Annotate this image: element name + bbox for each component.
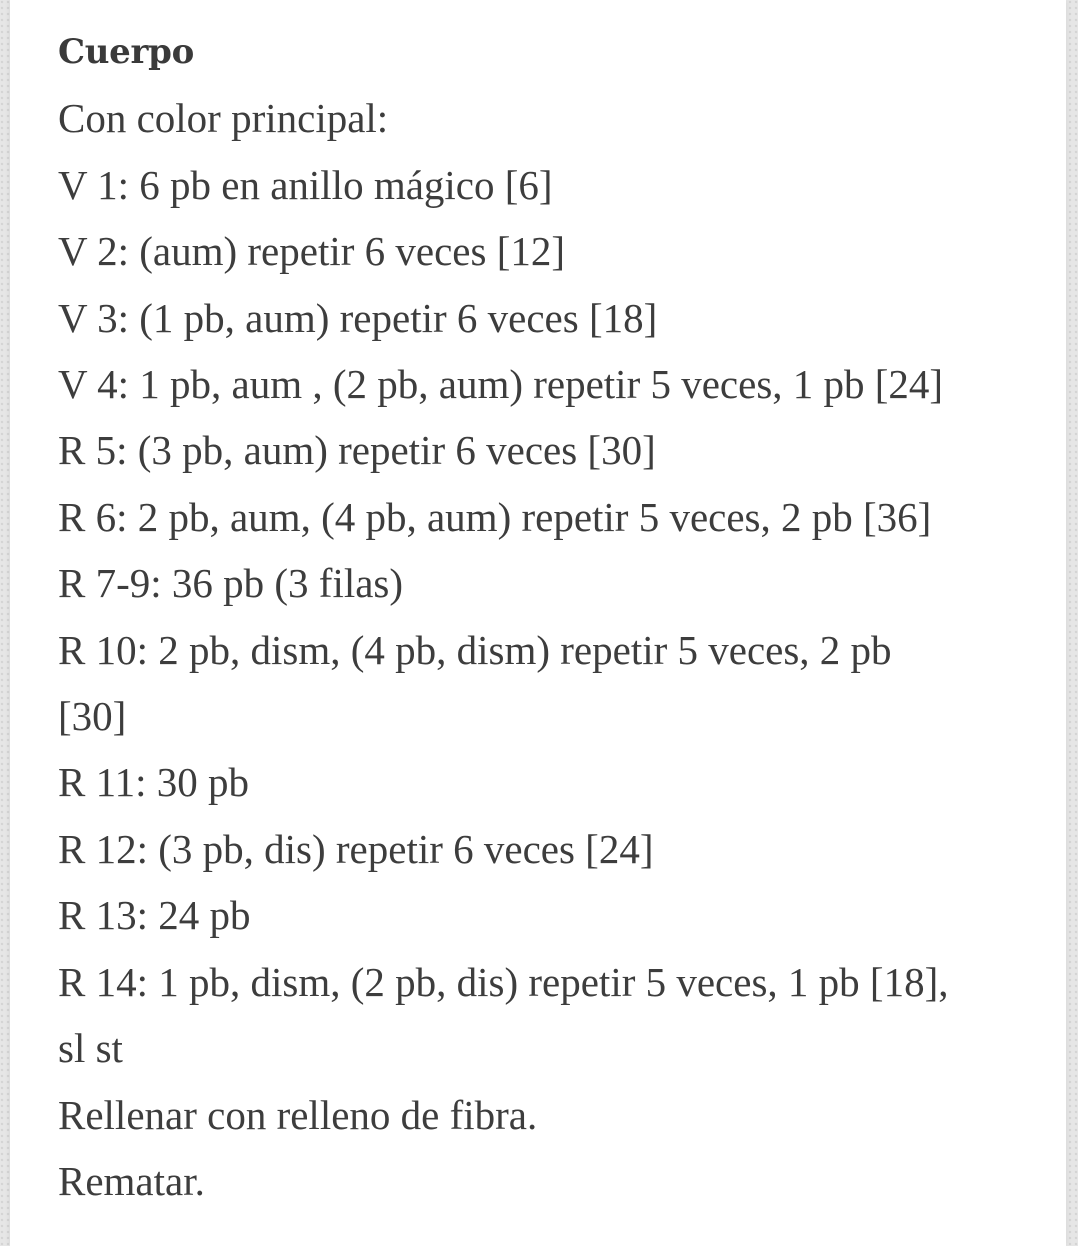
pattern-line: R 5: (3 pb, aum) repetir 6 veces [30] xyxy=(58,427,656,474)
pattern-line: V 1: 6 pb en anillo mágico [6] xyxy=(58,161,553,208)
section-title: Cuerpo xyxy=(58,32,194,72)
pattern-line: Rematar. xyxy=(58,1157,205,1204)
pattern-line: [30] xyxy=(58,693,127,740)
pattern-text xyxy=(58,19,1048,1214)
pattern-line: sl st xyxy=(58,1025,123,1072)
pattern-line: R 6: 2 pb, aum, (4 pb, aum) repetir 5 veces, 2 pb [36] xyxy=(58,493,932,540)
pattern-line: R 11: 30 pb xyxy=(58,759,249,806)
pattern-line: R 10: 2 pb, dism, (4 pb, dism) repetir 5 veces, 2 pb xyxy=(58,626,892,673)
pattern-line: Rellenar con relleno de fibra. xyxy=(58,1091,538,1138)
pattern-line: Con color principal: xyxy=(58,95,389,142)
document-card xyxy=(10,0,1066,1246)
pattern-line: R 14: 1 pb, dism, (2 pb, dis) repetir 5 veces, 1 pb [18], xyxy=(58,958,949,1005)
pattern-line: V 2: (aum) repetir 6 veces [12] xyxy=(58,228,565,275)
pattern-line: R 12: (3 pb, dis) repetir 6 veces [24] xyxy=(58,825,654,872)
pattern-line: R 13: 24 pb xyxy=(58,892,251,939)
pattern-line: V 3: (1 pb, aum) repetir 6 veces [18] xyxy=(58,294,658,341)
pattern-line: R 7-9: 36 pb (3 filas) xyxy=(58,560,404,607)
pattern-line: V 4: 1 pb, aum , (2 pb, aum) repetir 5 veces, 1 pb [24] xyxy=(58,361,944,408)
